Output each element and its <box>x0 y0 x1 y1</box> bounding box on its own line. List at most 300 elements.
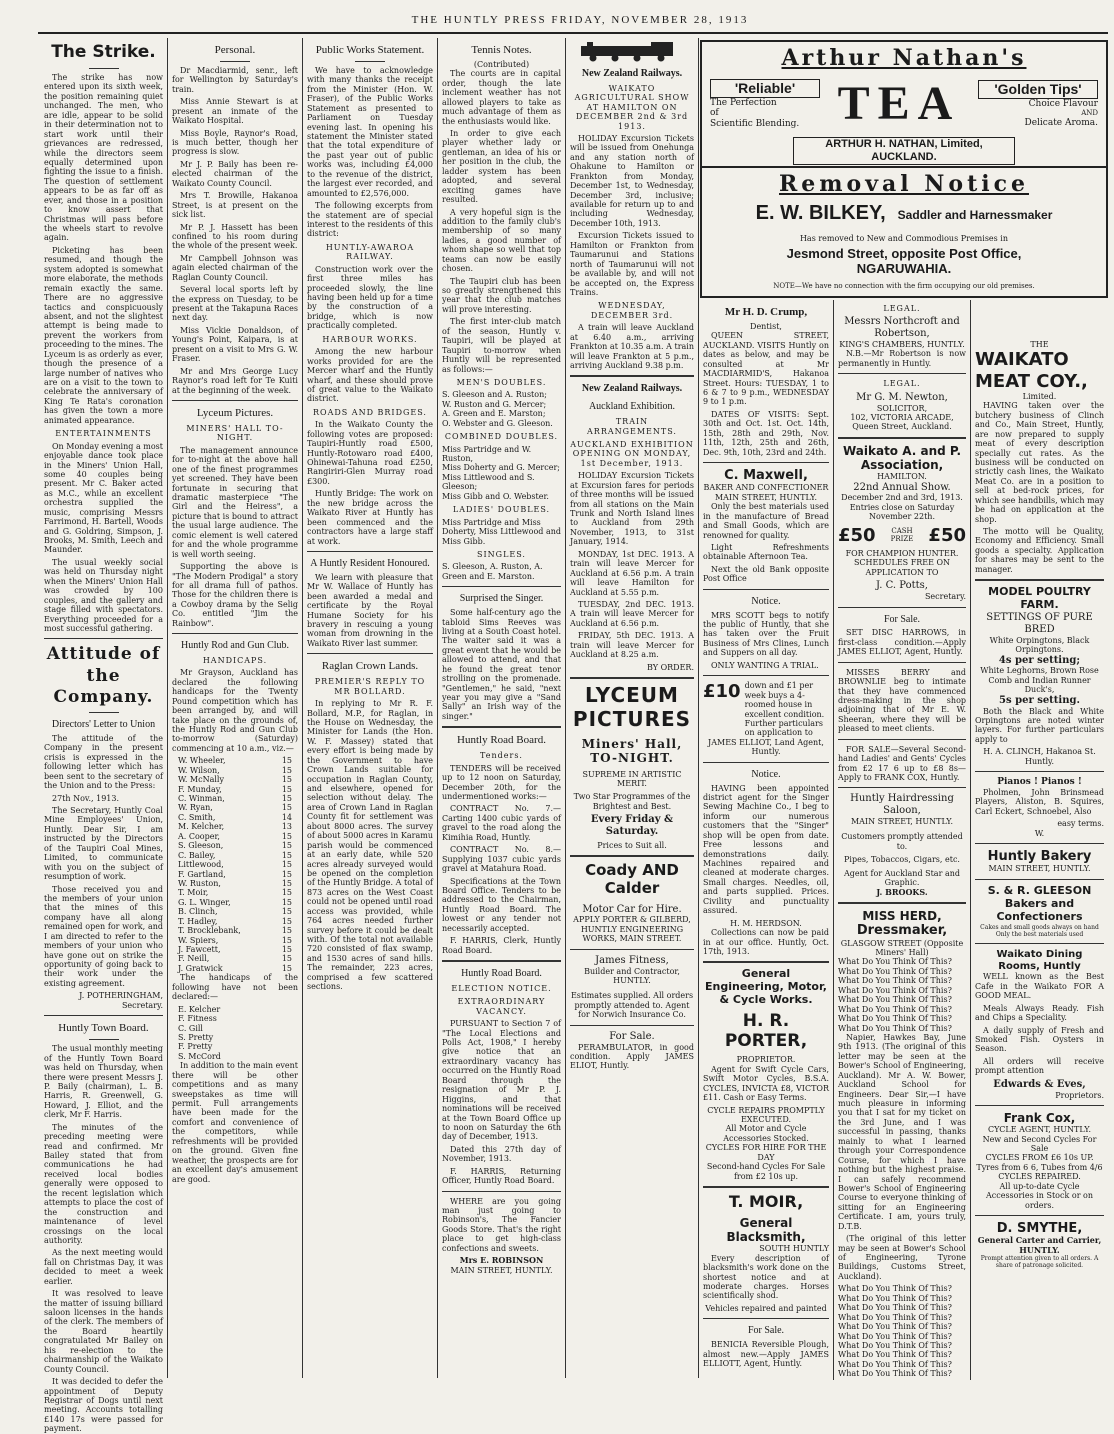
tagline: SUPREME IN ARTISTIC MERIT. <box>582 769 682 788</box>
handicap-yards: 15 <box>281 869 292 879</box>
ad-heading: T. MOIR, <box>728 1192 804 1212</box>
handicap-entry <box>172 775 298 784</box>
handicap-yards: 15 <box>281 916 292 926</box>
paragraph: Miss Vickie Donaldson, of Young's Point, Kaipara, is at present on a visit to Mrs G. W. Fraser. <box>172 325 298 364</box>
paragraph: Dated this 27th day of November, 1913. <box>442 1144 561 1164</box>
paragraph: HAVING taken over the butchery business of Clinch and Co., Main Street, Huntly, are now prepared to supply meat of every description specially cut rates. As the business will be conducted on strictly cash lines, the Waikato Meat Co. are in a position to sell at bed-rock prices, for which see handbills, which may be had on application at the shop. <box>975 401 1104 524</box>
handicap-yards: 15 <box>281 794 292 804</box>
masthead-rule <box>38 32 1108 34</box>
think-line: What Do You Think Of This? <box>838 1340 952 1350</box>
section-heading: Directors' Letter to Union <box>51 719 156 731</box>
ad-text: Has removed to New and Commodious Premises in <box>799 233 1009 243</box>
divider <box>703 961 829 963</box>
tea-text: Scientific Blending. <box>710 118 800 129</box>
ad-address: MAIN STREET, HUNTLY. <box>988 864 1091 874</box>
paragraph: CONTRACT No. 7.—Carting 1400 cubic yards of gravel to the road along the Kimihia Road, Huntly. <box>442 804 561 842</box>
paragraph: Napier, Hawkes Bay, June 9th 1913. (The original of this letter may be seen at the Bower's School of Engineering, Auckland). Mr A. W. Bower, Auckland School for Engineers. Dear Sir,—I have much pleasure in informing you that I sat for my ticket on the 3rd June, and I was successful in passing, thanks mainly to what I learned through your Correspondence Course, for which I have nothing but the highest praise. I can safely recommend Bower's School of Engineering Course to everyone thinking of sitting for an Engineering Certificate. I am, yours truly, D.T.B. <box>838 1032 966 1231</box>
ad-heading: Frank Cox, <box>1003 1110 1076 1125</box>
paragraph: On Monday evening a most enjoyable dance took place in the Miners' Union Hall, some 40 couples being present. Mr C. Baker acted as M.C., while an excellent orchestra supplied the music, comprising Messrs Farrimond, H. Bartell, Woods and G. Goldring, Simpson, J. Brooks, M. Smith, Leech and Maunder. <box>44 441 163 555</box>
handicap-entry <box>172 936 298 945</box>
team-entry: A. Green and E. Marston; <box>442 409 546 419</box>
paragraph: SET DISC HARROWS, in first-class condition.—Apply JAMES ELLIOT, Agent, Huntly. <box>838 628 966 657</box>
section-heading: ELECTION NOTICE. <box>451 983 552 993</box>
paragraph: Pholmen, John Brinsmead Players, Aliston, B. Squires, Carl Eckert, Schnoebel, Also <box>975 787 1104 816</box>
bilkey-row <box>710 202 1098 226</box>
divider <box>975 843 1104 844</box>
divider <box>355 61 385 62</box>
paragraph: Among the new harbour works provided for are the Mercer wharf and the Huntly wharf, and these should prove of great value to the Waikato district. <box>307 347 433 404</box>
ad-heading: Blacksmith, <box>726 1230 806 1245</box>
article-title: Surprised the Singer. <box>459 593 544 605</box>
signature: F. HARRIS, Clerk, Huntly Road Board. <box>442 936 561 955</box>
handicap-yards: 15 <box>281 878 292 888</box>
shooter-name: M. Kelcher, <box>178 822 225 832</box>
think-line: What Do You Think Of This? <box>838 1350 952 1360</box>
handicap-list <box>172 756 298 973</box>
handicap-yards: 15 <box>281 907 292 917</box>
ad-subheading: SOLICITOR, <box>876 403 928 413</box>
section-heading: EXTRAORDINARY VACANCY. <box>457 997 546 1016</box>
ad-subheading: SETTINGS OF PURE BRED <box>986 612 1093 635</box>
ad-note: NOTE—We have no connection with the firm occupying our old premises. <box>773 281 1035 290</box>
ad-heading: Waikato Dining Rooms, Huntly <box>996 948 1083 972</box>
paragraph: WHERE are you going man just going to Robinson's, The Fancier Goods Store. That's the right place to get high-class confections and sweets. <box>442 1196 561 1253</box>
ad-heading: New Zealand Railways. <box>581 68 683 79</box>
letter-date: 27th Nov., 1913. <box>52 793 120 803</box>
paragraph: MISSES BERRY and BROWNLIE beg to intimate that they have commenced dress-making in the shop adjoining that of Mr E. W. Sheeran, where they will be pleased to meet clients. <box>838 667 966 734</box>
article-title: The Strike. <box>51 42 156 62</box>
handicap-entry <box>172 822 298 831</box>
price: 4s per setting; <box>998 654 1081 666</box>
paragraph: (The original of this letter may be seen at Bower's School of Engineering, Tyrone Buildings, Customs Street, Auckland). <box>838 1234 966 1281</box>
ad-heading: General <box>739 1215 793 1230</box>
section-heading: LADIES' DOUBLES. <box>452 505 551 515</box>
team-entry: Miss Gibb and O. Webster. <box>442 491 549 501</box>
new-address: Jesmond Street, opposite Post Office, <box>786 245 1022 261</box>
think-line: What Do You Think Of This? <box>838 1023 952 1033</box>
undeclared-list <box>172 1005 298 1062</box>
paragraph: The motto will be Quality, Economy and Efficiency. Small goods a specialty. Application for shares may be sent to the manager. <box>975 527 1104 574</box>
paragraph: FRIDAY, 5th DEC. 1913. A train will leave Mercer for Auckland at 8.25 a.m. <box>570 631 694 660</box>
paragraph: Mr J. P. Baily has been re-elected chairman of the Waikato County Council. <box>172 159 298 188</box>
paragraph: N.B.—Mr Robertson is now permanently in Huntly. <box>838 349 966 368</box>
paragraph: PURSUANT to Section 7 of "The Local Elections and Polls Act, 1908," I hereby give notice that an extraordinary vacancy has occurred on the Huntly Road Board through the resignation of Mr P. J. Higgins, and that nominations will be received at the Town Board Office up to noon on Saturday the 6th day of December, 1913. <box>442 1019 561 1142</box>
divider <box>172 400 298 401</box>
divider <box>703 762 829 763</box>
shooter-name: G. L. Winger, <box>178 897 231 907</box>
section-heading: HUNTLY-AWAROA RAILWAY. <box>325 242 415 262</box>
ad-text: Agent for Auckland Star and Graphic. <box>844 868 960 888</box>
tea-text: AND <box>1081 109 1098 118</box>
handicap-yards: 15 <box>281 803 292 813</box>
shooter-name: C. Bailey, <box>178 850 216 860</box>
tea-row <box>710 76 1098 133</box>
article-title: Tennis Notes. <box>471 44 532 56</box>
article-title: Personal. <box>214 44 256 56</box>
prize-row <box>838 525 966 546</box>
paragraph: MRS SCOTT begs to notify the public of Huntly, that she has taken over the Fruit Business of Mrs Clines, Lunch and Suppers on all day. <box>703 610 829 658</box>
divider <box>838 787 966 788</box>
golden-tips-label: 'Golden Tips' <box>978 80 1098 99</box>
handicap-entry <box>172 888 298 897</box>
shooter-name: J. Fawcett, <box>178 945 221 955</box>
undeclared-entry: C. Gill <box>178 1023 203 1033</box>
ad-address: GLASGOW STREET (Opposite Miners' Hall) <box>840 938 964 958</box>
handicap-yards: 15 <box>281 954 292 964</box>
handicap-entry <box>172 879 298 888</box>
divider <box>838 902 966 904</box>
think-line: What Do You Think Of This? <box>838 1331 952 1341</box>
article-title: Attitude of the Company. <box>46 644 161 707</box>
company-city: AUCKLAND. <box>871 150 937 163</box>
divider <box>838 662 966 663</box>
team-entry: Miss Partridge and Miss Doherty, Miss Littlewood and Miss Gibb. <box>442 517 561 546</box>
shooter-name: C. Winman, <box>178 794 225 804</box>
handicap-entry <box>172 926 298 935</box>
paragraph: Next the old Bank opposite Post Office <box>703 564 829 584</box>
signature: BY ORDER. <box>647 662 694 672</box>
shooter-name: F. Munday, <box>178 784 222 794</box>
paragraph: Huntly Bridge: The work on the new bridge across the Waikato River at Huntly has been commenced and the contractors have a large staff at work. <box>307 489 433 546</box>
ad-text: Second-hand Cycles For Sale from £2 10s up. <box>706 1162 826 1181</box>
price-figure: £10 <box>703 681 741 703</box>
ad-heading: Mr G. M. Newton, <box>856 391 948 403</box>
ad-heading: Bakers and <box>1004 896 1075 910</box>
handicap-yards: 15 <box>281 841 292 851</box>
ad-text: All up-to-date Cycle Accessories in Stock or on orders. <box>985 1181 1094 1210</box>
handicap-entry <box>172 785 298 794</box>
team-entry: Miss Partridge and W. Ruston, <box>442 444 532 464</box>
advertiser-address: MAIN STREET, HUNTLY. <box>450 1265 553 1275</box>
paragraph: HOLIDAY Excursion Tickets will be issued from Onehunga and any station north of Ohakune to Hamilton or Frankton from Monday, December 1st, to Wednesday, December 3rd, inclusive; available for return up to and including Wednesday, December 10th, 1913. <box>570 133 694 228</box>
ad-heading: James Fitness, <box>595 954 669 966</box>
paragraph: The courts are in capital order, though the late inclement weather has not allowed players to take as much advantage of them as the enthusiasts would like. <box>442 69 561 126</box>
shooter-name: J. Gratwick <box>178 963 223 973</box>
handicap-entry <box>172 756 298 765</box>
paragraph: MONDAY, 1st DEC. 1913. A train will leave Mercer for Auckland at 6.56 p.m. A train will leave Hamilton for Auckland at 5.55 p.m. <box>570 549 694 597</box>
handicap-entry <box>172 870 298 879</box>
think-line: What Do You Think Of This? <box>838 1322 952 1332</box>
divider <box>172 633 298 634</box>
divider <box>975 943 1104 944</box>
section-heading: Tenders. <box>480 751 523 761</box>
section-heading: WEDNESDAY, DECEMBER 3rd. <box>590 301 674 320</box>
ad-heading: For Sale. <box>609 1030 655 1042</box>
ad-text: New and Second Cycles For Sale <box>982 1134 1097 1154</box>
paragraph: We have to acknowledge with many thanks the receipt from the Minister (Hon. W. Fraser), of the Public Works Statement as presented to Parliament on Tuesday evening last. In opening his statement the Minister stated that the total expenditure of the past year out of public works was, including £4,000 to the revenue of the district, the largest ever recorded, and amounted to £2,576,000. <box>307 65 433 198</box>
think-line: What Do You Think Of This? <box>838 1293 952 1303</box>
ad-heading: Mr H. D. Crump, <box>724 306 808 318</box>
divider <box>44 638 163 639</box>
tea-text: Delicate Aroma. <box>1024 117 1098 128</box>
paragraph: HAVING been appointed district agent for the Singer Sewing Machine Co., I beg to inform our numerous customers that the "Singer" shop will be open from date. Free lessons and demonstrations daily. Machines repaired and cleaned at moderate charges. Small charges. Needles, oil, and parts supplied. Prices. Civility and punctuality assured. <box>703 783 829 916</box>
ad-text: Builder and Contractor, HUNTLY. <box>584 966 680 986</box>
handicap-entry <box>172 841 298 850</box>
ad-heading: Removal Notice <box>779 171 1029 197</box>
divider <box>442 726 561 728</box>
paragraph: HOLIDAY Excursion Tickets at Excursion fares for periods of three months will be issued from all stations on the Main Trunk and North Island lines to Auckland from 29th November, 1913, to 31st January, 1914. <box>570 471 694 547</box>
paragraph: QUEEN STREET, AUCKLAND. VISITS Huntly on dates as below, and may be consulted at Mr MACDIARMID'S, Hakanoa Street. Hours: TUESDAY, 1 to 6 & 7 to 9 p.m., WEDNESDAY 9 to 1 p.m. <box>703 331 829 407</box>
section-heading: HANDICAPS. <box>202 655 268 665</box>
handicap-yards: 15 <box>281 831 292 841</box>
paragraph: Supporting the above is "The Modern Prodigal" a story for all drama full of pathos. Those for the children there is a Cowboy drama by the Selig Co. entitled "Jim the Rainbow". <box>172 562 298 628</box>
tea-text: of <box>710 108 719 119</box>
prize-figure: £50 <box>838 524 876 546</box>
divider <box>703 675 829 676</box>
ad-heading: FARM. <box>1020 598 1059 612</box>
company-name: ARTHUR H. NATHAN, Limited, <box>825 137 983 150</box>
venue-time: TO-NIGHT. <box>590 751 674 766</box>
ad-text: CYCLES FROM £6 10s UP. <box>985 1153 1094 1163</box>
price: 5s per setting. <box>999 694 1080 706</box>
ad-heading: MODEL POULTRY <box>988 585 1091 599</box>
divider <box>570 1025 694 1026</box>
signature: F. HARRIS, Returning Officer, Huntly Road Board. <box>442 1166 561 1186</box>
undeclared-entry: S. McCord <box>178 1051 221 1061</box>
section-heading: MEN'S DOUBLES. <box>456 377 547 387</box>
handicap-yards: 15 <box>281 765 292 775</box>
signature: J. POTHERINGHAM, Secretary. <box>79 991 163 1010</box>
ad-heading: MEAT COY., <box>975 370 1088 392</box>
ad-heading: New Zealand Railways. <box>581 383 683 395</box>
handicap-yards: 14 <box>281 812 292 822</box>
divider <box>838 373 966 374</box>
undeclared-entry: F. Pretty <box>178 1042 213 1052</box>
handicap-entry <box>172 832 298 841</box>
article-title: Raglan Crown Lands. <box>321 660 419 673</box>
column-1 <box>40 38 167 1434</box>
divider <box>89 68 119 69</box>
paragraph: DATES OF VISITS: Sept. 30th and Oct. 1st. Oct. 14th, 15th, 28th and 29th, Nov. 11th, 12th, 25th and 26th, Dec. 9th, 10th, 23rd and 24th. <box>703 409 829 457</box>
paragraph: The usual weekly social was held on Thursday night when the Miners' Union Hall was crowded by 100 couples, and the gallery and stage filled with spectators. Everything proceeded for a most successful gathering. <box>44 557 163 633</box>
ad-heading: J. C. Potts, <box>876 580 928 592</box>
ad-heading: For Sale. <box>747 1325 785 1337</box>
shooter-name: Littlewood, <box>178 860 224 870</box>
paragraph: Collections can now be paid in at our office. Huntly, Oct. 17th, 1913. <box>703 928 829 956</box>
divider <box>975 1215 1104 1216</box>
ad-address: 102, VICTORIA ARCADE, Queen Street, Auckland. <box>850 413 954 432</box>
divider <box>975 579 1104 581</box>
column-5 <box>566 38 698 1378</box>
paragraph: Agent for Swift Cycle Cars, Swift Motor Cycles, B.S.A. CYCLES, INVICTA £8, VICTOR £11. Cash or Easy Terms. <box>703 1064 829 1103</box>
ad-text: White Leghorns, Brown Rose Comb and Indian Runner Duck's, <box>980 666 1099 695</box>
ad-text: CYCLES FOR HIRE FOR THE DAY <box>705 1143 827 1162</box>
reliable-label: 'Reliable' <box>710 79 820 98</box>
think-line: What Do You Think Of This? <box>838 1284 952 1294</box>
paragraph: Picketing has been resumed, and though the system adopted is somewhat more elaborate, the methods remain exactly the same. There are no aggressive tactics and conspicuously absent, and not the slightest attempt is being made to prevent the workers from proceeding to the mines. The Lyceum is as orderly as ever, though the presence of a large number of natives who are on a visit to the town to celebrate the anniversary of King Te Rata's coronation has given the town a more animated appearance. <box>44 245 163 425</box>
think-line: What Do You Think Of This? <box>838 1014 952 1024</box>
ad-heading: Edwards & Eves, <box>993 1078 1086 1090</box>
ad-text: Estimates supplied. All orders promptly attended to. Agent for Norwich Insurance Co. <box>570 991 694 1020</box>
think-line: What Do You Think Of This? <box>838 966 952 976</box>
paragraph: TENDERS will be received up to 12 noon on Saturday, December 20th, for the undermentioned works:— <box>442 763 561 802</box>
paragraph: The management announce for to-night at the above hall one of the finest programmes yet screened. They have been fortunate in securing that dramatic masterpiece "The Girl and the Heiress", a picture that is bound to attract the usual large audience. The comic element is well catered for and the whole programme is well worth seeing. <box>172 445 298 559</box>
ad-heading: C. Maxwell, <box>724 468 808 484</box>
handicap-entry <box>172 803 298 812</box>
team-entry: S. Gleeson, A. Ruston, A. Green and E. Marston. <box>442 562 543 581</box>
paragraph: Those received you and the members of your union that the mines of this company have all along remained open for work, and I am directed to refer to the members of your union who have gone out on strike the opportunity of going back to their work under the existing agreement. <box>44 884 163 988</box>
ad-text: CYCLE REPAIRS PROMPTLY EXECUTED. <box>707 1105 825 1125</box>
ad-heading: WAIKATO <box>975 349 1069 371</box>
section-heading: PREMIER'S REPLY TO MR BOLLARD. <box>314 677 426 696</box>
column-8 <box>971 300 1108 1378</box>
paragraph: The following excerpts from the statement are of special interest to the residents of this district: <box>307 201 433 239</box>
ad-heading: Huntly Hairdressing Saloon, <box>850 793 954 817</box>
shooter-name: C. Smith, <box>178 812 216 822</box>
ad-heading: MISS HERD, <box>862 909 942 924</box>
shooter-name: F. Gartland, <box>178 869 226 879</box>
section-heading: HARBOUR WORKS. <box>322 334 418 344</box>
divider <box>442 586 561 587</box>
section-heading: AUCKLAND EXHIBITION OPENING ON MONDAY, 1st December, 1913. <box>570 439 694 468</box>
paragraph: In order to give each player whether lady or gentleman, an idea of his or her position in the club, the ladder system has been adopted, and several exciting games have resulted. <box>442 129 561 205</box>
handicap-yards: 15 <box>281 926 292 936</box>
ad-text: Prompt attention given to all orders. A share of patronage solicited. <box>980 1255 1099 1270</box>
handicap-entry <box>172 860 298 869</box>
think-list <box>838 1284 966 1378</box>
paragraph: Every description of blacksmith's work done on the shortest notice and at moderate charges. Horses scientifically shod. <box>703 1253 829 1301</box>
paragraph: It was decided to defer the appointment of Deputy Registrar of Dogs until next meeting. Accounts totalling £140 17s were passed for payment. <box>44 1377 163 1434</box>
ad-heading: Notice. <box>751 595 781 607</box>
tea-text: The Perfection <box>710 97 777 108</box>
handicap-entry <box>172 766 298 775</box>
section-heading: SINGLES. <box>477 549 526 559</box>
ad-text: Vehicles repaired and painted <box>705 1303 827 1313</box>
divider <box>442 1191 561 1192</box>
paragraph: Dr Macdiarmid, senr., left for Wellington by Saturday's train. <box>172 65 298 94</box>
think-list <box>838 957 966 1033</box>
nathan-tea-ad <box>700 40 1108 168</box>
tagline: Two Star Programmes of the Brightest and Best. <box>573 792 691 811</box>
business-trade: Saddler and Harnessmaker <box>897 207 1053 222</box>
ad-address: MAIN STREET, HUNTLY. <box>850 817 954 827</box>
paragraph: CONTRACT No. 8.—Supplying 1037 cubic yards gravel at Matahura Road. <box>442 845 561 874</box>
column-4 <box>438 38 565 1378</box>
think-line: What Do You Think Of This? <box>838 1004 952 1014</box>
paragraph: Mr Campbell Johnson was again elected chairman of the Raglan County Council. <box>172 253 298 282</box>
shooter-name: W. Wilson, <box>178 765 220 775</box>
team-entry: O. Webster and G. Gleeson. <box>442 418 553 428</box>
paragraph: Several local sports left by the express on Tuesday, to be present at the Takapuna Races next day. <box>172 285 298 323</box>
shooter-name: T. Hadley, <box>178 916 218 926</box>
signature: W. <box>1034 828 1045 838</box>
paragraph: Mr and Mrs George Lucy Raynor's road left for Te Kuiti at the beginning of the week. <box>172 366 298 395</box>
handicap-entry <box>172 954 298 963</box>
divider <box>442 960 561 962</box>
section-heading: TRAIN ARRANGEMENTS. <box>587 417 677 436</box>
column-3 <box>303 38 437 1378</box>
notice-title: Huntly Road Board. <box>457 734 546 747</box>
ten-pound-ad <box>703 681 829 738</box>
paragraph: Light Refreshments obtainable Afternoon Tea. <box>703 543 829 562</box>
ad-text: Tyres from 6 6, Tubes from 4/6 <box>976 1162 1103 1172</box>
handicap-yards: 15 <box>281 935 292 945</box>
divider <box>307 653 433 654</box>
ad-subheading: 22nd Annual Show. <box>853 481 951 493</box>
top-right-ads <box>700 40 1108 298</box>
section-heading: ENTERTAINMENTS <box>55 429 152 439</box>
shooter-name: S. Gleeson, <box>178 841 224 851</box>
paragraph: In addition to the main event there will be other competitions and as many sweepstakes as time will permit. Full arrangements have been made for the comfort and convenience of the competitors, while refreshments will be provided on the ground. Given fine weather, the prospects are for an excellent day's amusement are good. <box>172 1061 298 1184</box>
reliable-box <box>710 79 820 129</box>
handicap-entry <box>172 851 298 860</box>
paragraph: Miss Boyle, Raynor's Road, is much better, though her progress is slow. <box>172 128 298 157</box>
coady-calder-title: Coady AND Calder <box>585 861 679 897</box>
handicap-yards: 15 <box>281 784 292 794</box>
lyceum-title: PICTURES <box>572 706 692 731</box>
handicap-yards: 15 <box>281 945 292 955</box>
shooter-name: B. Clinch, <box>178 907 218 917</box>
ad-heading: Motor Car for Hire. <box>582 903 682 915</box>
ad-heading: D. SMYTHE, <box>996 1221 1083 1237</box>
signature: H. M. HERDSON. <box>730 918 802 928</box>
paragraph: Only the best materials used in the manufacture of Bread and Small Goods, which are renowned for quality. <box>703 502 829 540</box>
team-entry: S. Gleeson and A. Ruston; <box>442 390 547 400</box>
ad-heading: Dressmaker, <box>856 923 948 939</box>
ad-subheading: General Carter and Carrier, HUNTLY. <box>977 1235 1102 1255</box>
ad-text: CYCLES REPAIRED. <box>998 1172 1081 1182</box>
train-icon <box>577 40 687 62</box>
nathan-company-box <box>793 137 1015 165</box>
divider <box>703 589 829 590</box>
shooter-name: T. Moir, <box>178 888 209 898</box>
handicap-yards: 15 <box>281 775 292 785</box>
article-title: Huntly Town Board. <box>58 1022 149 1035</box>
divider <box>570 949 694 950</box>
paragraph: TUESDAY, 2nd DEC. 1913. A train will leave Mercer for Auckland at 6.56 p.m. <box>570 599 694 628</box>
ad-subheading: PROPRIETOR. <box>736 1055 796 1065</box>
divider <box>975 1105 1104 1106</box>
tea-text: Choice Flavour <box>1028 98 1098 109</box>
article-title: A Huntly Resident Honoured. <box>310 557 430 569</box>
paragraph: As the next meeting would fall on Christmas Day, it was decided to meet a week earlier. <box>44 1248 163 1286</box>
paragraph: The usual monthly meeting of the Huntly Town Board was held on Thursday, when there were present Messrs J. P. Baily (chairman), L. B. Harris, R. Greenwell, G. Howard, J. Elliot, and the clerk, Mr F. Harris. <box>44 1044 163 1120</box>
ad-heading: Auckland Exhibition. <box>588 401 676 413</box>
paragraph: WELL known as the Best Cafe in the Waikato FOR A GOOD MEAL. <box>975 972 1104 1001</box>
paragraph: A train will leave Auckland at 6.40 a.m., arriving Frankton at 10.35 a.m. A train will leave Frankton at 5 p.m., arriving Auckland 9.38 p.m. <box>570 323 694 371</box>
team-list <box>442 445 561 502</box>
golden-box <box>978 80 1098 128</box>
handicap-yards: 15 <box>281 756 292 766</box>
ad-subheading: HAMILTON. <box>877 472 927 482</box>
paragraph: A very hopeful sign is the addition to the family club's membership of so many ladies, a good number of whom shape so well that top teams can now be easily chosen. <box>442 207 561 274</box>
ad-subheading: Dentist, <box>750 321 782 331</box>
shooter-name: W. Spiers, <box>178 935 219 945</box>
paragraph: Mrs T. Browille, Hakanoa Street, is at present on the sick list. <box>172 191 298 220</box>
think-line: What Do You Think Of This? <box>838 976 952 986</box>
ad-subheading: Limited. <box>1022 391 1057 401</box>
removal-notice-ad <box>700 168 1108 298</box>
ad-heading: Waikato A. and P. Association, <box>842 443 962 473</box>
divider <box>838 607 966 608</box>
handicap-yards: 15 <box>281 860 292 870</box>
ad-heading: Huntly Bakery <box>987 848 1092 864</box>
paragraph: PERAMBULATOR, in good condition. Apply JAMES ELIOT, Huntly. <box>570 1042 694 1071</box>
shooter-name: W. Ruston, <box>178 878 221 888</box>
think-line: What Do You Think Of This? <box>838 1369 952 1379</box>
think-line: What Do You Think Of This? <box>838 985 952 995</box>
paragraph: Mr P. J. Hassett has been confined to his room during the whole of the present week. <box>172 222 298 251</box>
shooter-name: T. Brocklebank, <box>178 926 241 936</box>
shooter-name: A. Cooper, <box>178 831 220 841</box>
shooter-name: F. Neill, <box>178 954 210 964</box>
column-7 <box>834 300 970 1378</box>
ad-text: All Motor and Cycle Accessories Stocked. <box>723 1124 809 1143</box>
signature: J. BROOKS. <box>876 886 928 897</box>
paragraph: The minutes of the preceding meeting were read and confirmed. Mr Bailey stated that from communications he had received local bodies generally were opposed to the recent legislation which attempts to place the cost of the construction and maintenance of level crossings on the local authority. <box>44 1122 163 1245</box>
lyceum-title: LYCEUM <box>585 683 679 708</box>
ad-text: December 2nd and 3rd, 1913. <box>841 493 963 503</box>
